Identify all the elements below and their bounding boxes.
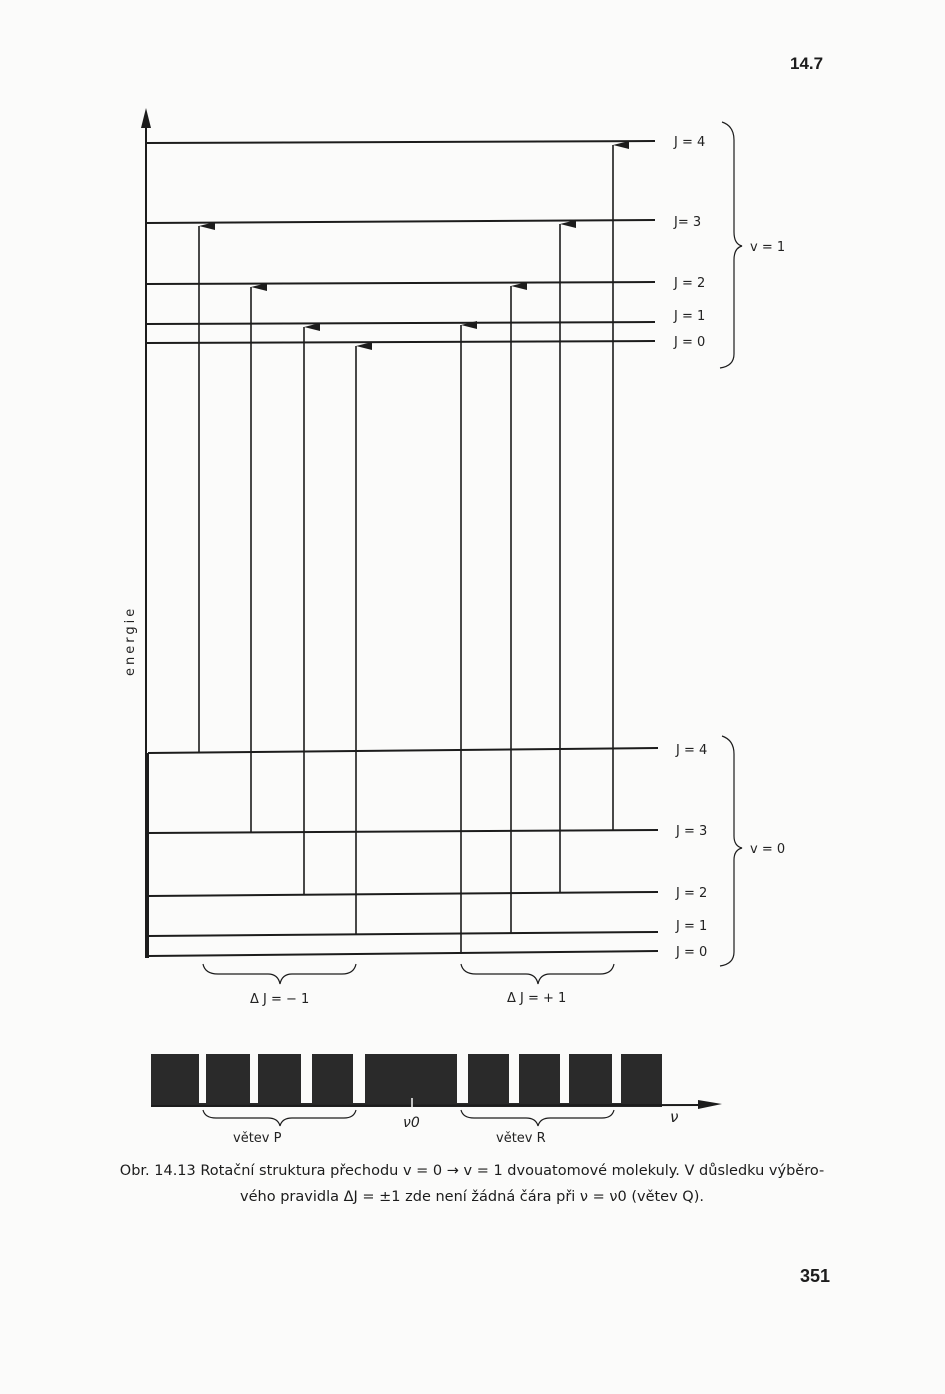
- lower-level-label-j0: J = 0: [676, 945, 708, 960]
- spectrum-strip: [151, 1054, 722, 1112]
- spectrum-gap: [509, 1054, 519, 1103]
- spectrum-gap: [301, 1054, 312, 1103]
- spectrum-gap: [612, 1054, 621, 1103]
- upper-level-label-j1: J = 1: [674, 309, 706, 324]
- upper-level-label-j3: J= 3: [674, 215, 702, 230]
- spectrum-background: [151, 1054, 662, 1107]
- upper-level-j4: [146, 141, 655, 143]
- upper-level-j2: [146, 282, 655, 284]
- upper-group-brace: [720, 122, 742, 368]
- lower-level-j2: [148, 892, 658, 896]
- p-branch-brace: [203, 964, 356, 984]
- upper-level-j1: [146, 322, 655, 324]
- lower-level-j3: [148, 830, 658, 833]
- lower-level-j1: [148, 932, 658, 936]
- lower-level-j0: [148, 951, 658, 956]
- frequency-axis-label: ν: [670, 1108, 679, 1126]
- spectrum-gap: [199, 1054, 206, 1103]
- section-number: 14.7: [790, 54, 824, 73]
- band-origin-label: ν0: [403, 1115, 420, 1131]
- lower-level-label-j1: J = 1: [676, 919, 708, 934]
- frequency-axis-arrowhead: [698, 1100, 722, 1109]
- upper-level-lines: [146, 141, 655, 343]
- r-branch-brace: [461, 964, 614, 984]
- spectrum-gap: [560, 1054, 569, 1103]
- caption-line-2: vého pravidla ΔJ = ±1 zde není žádná čára při ν = ν0 (větev Q).: [240, 1189, 704, 1205]
- p-branch-rule: Δ J = − 1: [250, 992, 310, 1007]
- spectrum-gap: [250, 1054, 258, 1103]
- caption-line-1: Obr. 14.13 Rotační struktura přechodu v = 0 → v = 1 dvouatomové molekuly. V důsledku výběro-: [119, 1163, 825, 1179]
- upper-level-j0: [146, 341, 655, 343]
- p-branch-spectrum-brace: [203, 1110, 356, 1126]
- page-number: 351: [800, 1266, 831, 1286]
- lower-group-label: v = 0: [750, 842, 786, 857]
- frequency-axis: [151, 1105, 705, 1106]
- lower-group-brace: [720, 736, 742, 966]
- p-branch-label: větev P: [233, 1131, 282, 1146]
- energy-axis-label: energie: [123, 605, 138, 676]
- lower-level-label-j3: J = 3: [676, 824, 708, 839]
- r-branch-spectrum-brace: [461, 1110, 614, 1126]
- lower-level-label-j2: J = 2: [676, 886, 708, 901]
- lower-level-lines: [148, 748, 658, 958]
- lower-level-label-j4: J = 4: [676, 743, 708, 758]
- r-branch-label: větev R: [496, 1131, 546, 1146]
- energy-axis-arrowhead: [141, 108, 151, 128]
- upper-level-j3: [146, 220, 655, 223]
- lower-level-j4: [148, 748, 658, 753]
- upper-group-label: v = 1: [750, 240, 786, 255]
- upper-level-label-j4: J = 4: [674, 135, 706, 150]
- upper-level-label-j2: J = 2: [674, 276, 706, 291]
- r-branch-rule: Δ J = + 1: [507, 991, 567, 1006]
- spectrum-gap: [353, 1054, 365, 1103]
- figure-caption: [72, 1158, 872, 1210]
- upper-level-label-j0: J = 0: [674, 335, 706, 350]
- spectrum-gap: [457, 1054, 468, 1103]
